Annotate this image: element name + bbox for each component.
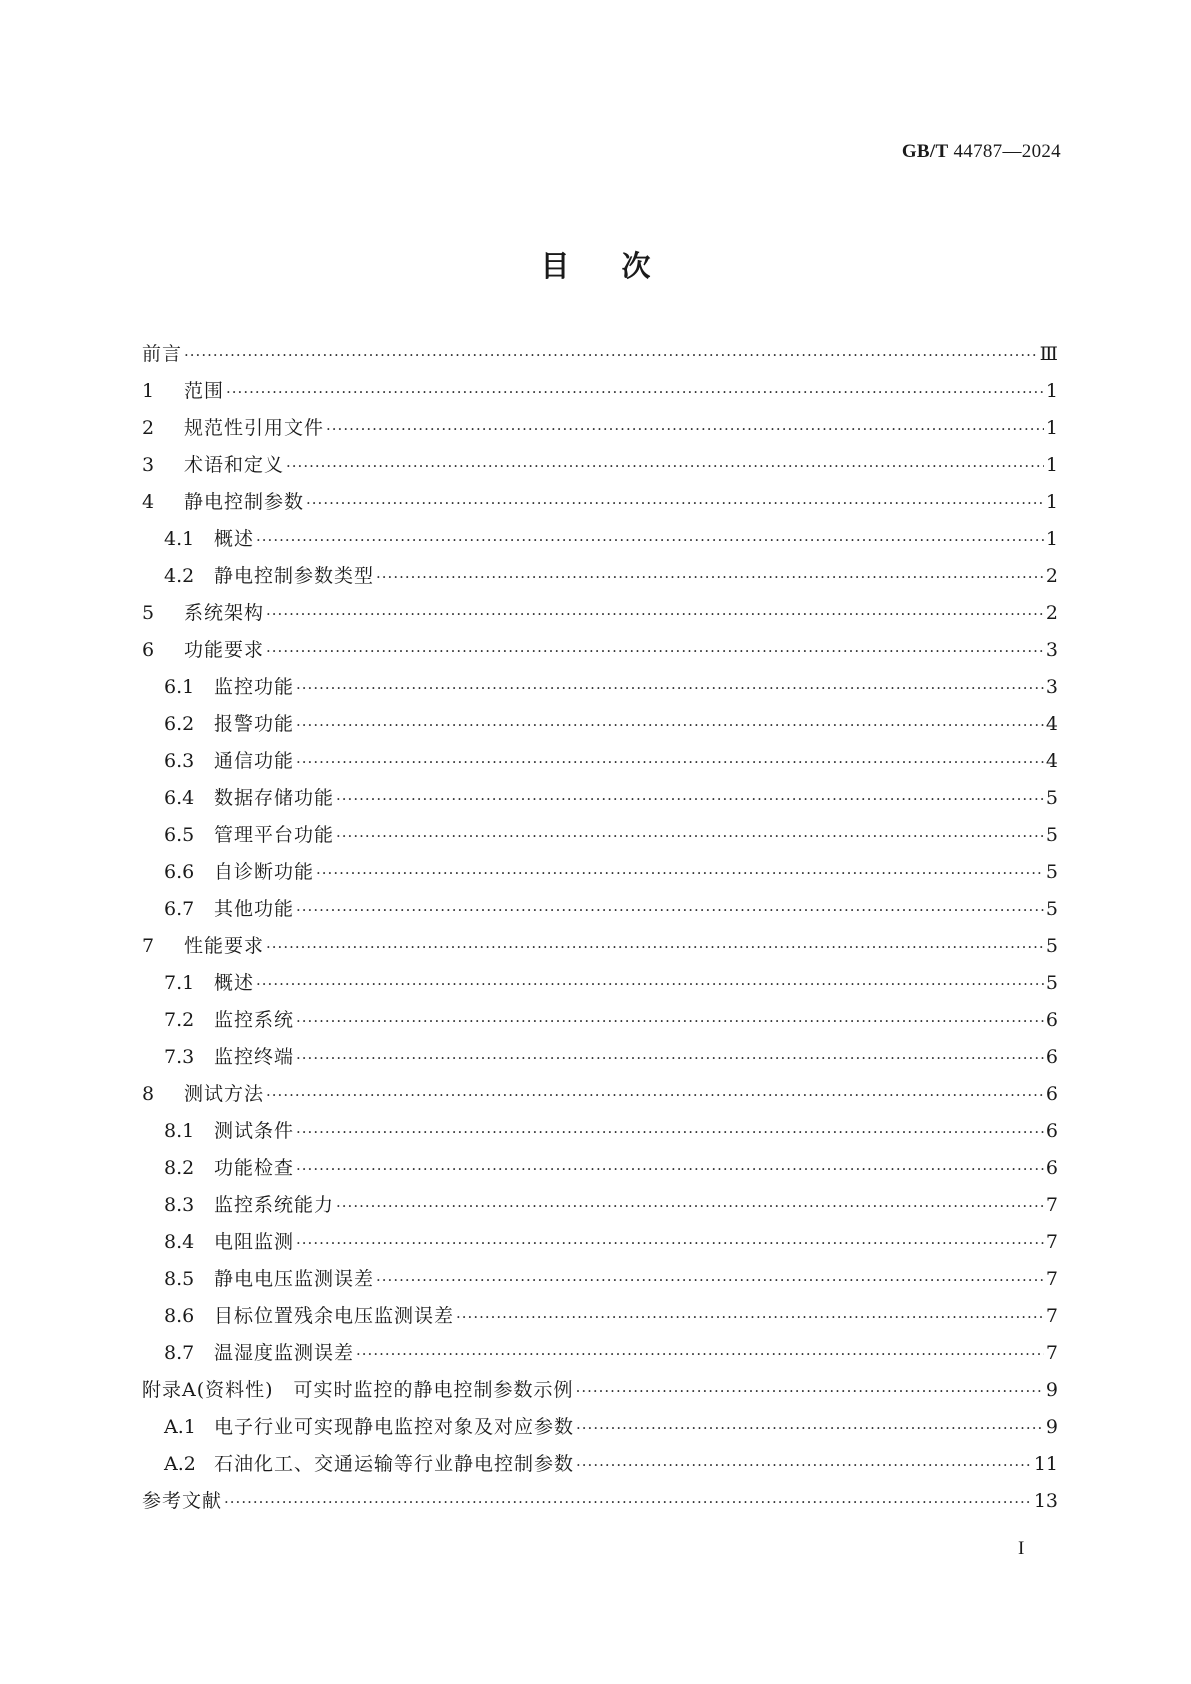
toc-dot-leader	[296, 1123, 1044, 1141]
toc-entry-label: 附录A(资料性) 可实时监控的静电控制参数示例	[142, 1379, 574, 1401]
toc-entry-label: 其他功能	[214, 898, 295, 920]
toc-entry[interactable]	[142, 931, 1058, 968]
toc-entry-number: 4.2	[164, 565, 195, 587]
toc-entry-page: 1	[1045, 491, 1058, 513]
toc-entry[interactable]	[142, 709, 1058, 746]
toc-entry-page: 9	[1045, 1379, 1058, 1401]
toc-entry-label: 规范性引用文件	[184, 417, 325, 439]
toc-entry[interactable]	[142, 1079, 1058, 1116]
toc-entry-number: 6	[142, 639, 155, 661]
toc-entry[interactable]	[142, 339, 1058, 376]
table-of-contents	[142, 339, 1058, 1523]
toc-entry[interactable]	[142, 1190, 1058, 1227]
toc-dot-leader	[316, 864, 1044, 882]
toc-entry-number: 6.3	[164, 750, 195, 772]
toc-dot-leader	[224, 1493, 1032, 1511]
toc-entry[interactable]	[142, 672, 1058, 709]
toc-entry-label: 监控终端	[214, 1046, 295, 1068]
toc-entry-label: 监控系统	[214, 1009, 295, 1031]
toc-entry-page: 6	[1045, 1083, 1058, 1105]
toc-entry-page: 5	[1045, 787, 1058, 809]
toc-entry-label: 范围	[184, 380, 225, 402]
toc-entry[interactable]	[142, 1375, 1058, 1412]
toc-entry[interactable]	[142, 1412, 1058, 1449]
toc-entry-label: 自诊断功能	[214, 861, 315, 883]
toc-dot-leader	[576, 1419, 1044, 1437]
toc-dot-leader	[456, 1308, 1044, 1326]
toc-dot-leader	[376, 568, 1044, 586]
toc-entry-number: 7.1	[164, 972, 195, 994]
toc-entry[interactable]	[142, 820, 1058, 857]
toc-entry-page: 6	[1045, 1120, 1058, 1142]
toc-entry[interactable]	[142, 1486, 1058, 1523]
toc-dot-leader	[266, 605, 1044, 623]
toc-entry-label: 管理平台功能	[214, 824, 335, 846]
toc-entry-label: 系统架构	[184, 602, 265, 624]
toc-dot-leader	[296, 679, 1044, 697]
standard-code	[902, 141, 1061, 163]
toc-entry[interactable]	[142, 783, 1058, 820]
toc-entry-number: 8.1	[164, 1120, 195, 1142]
toc-entry[interactable]	[142, 1116, 1058, 1153]
toc-entry-page: 11	[1033, 1453, 1058, 1475]
toc-entry[interactable]	[142, 1153, 1058, 1190]
toc-entry[interactable]	[142, 1301, 1058, 1338]
toc-entry-page: 4	[1045, 713, 1058, 735]
toc-entry[interactable]	[142, 450, 1058, 487]
toc-entry-label: 功能要求	[184, 639, 265, 661]
toc-dot-leader	[336, 1197, 1044, 1215]
toc-entry-label: 前言	[142, 343, 183, 365]
toc-entry-number: A.2	[164, 1453, 196, 1475]
toc-entry[interactable]	[142, 561, 1058, 598]
toc-entry-page: 7	[1045, 1268, 1058, 1290]
toc-entry-page: 2	[1045, 565, 1058, 587]
toc-entry-label: 电子行业可实现静电监控对象及对应参数	[214, 1416, 575, 1438]
toc-entry-page: 13	[1033, 1490, 1058, 1512]
toc-entry-page: 2	[1045, 602, 1058, 624]
toc-entry-page: 3	[1045, 639, 1058, 661]
toc-dot-leader	[266, 938, 1044, 956]
toc-dot-leader	[356, 1345, 1044, 1363]
toc-entry-label: 功能检查	[214, 1157, 295, 1179]
toc-entry[interactable]	[142, 598, 1058, 635]
toc-entry-page: 5	[1045, 824, 1058, 846]
toc-entry-page: 7	[1045, 1231, 1058, 1253]
toc-entry-page: 3	[1045, 676, 1058, 698]
toc-entry-label: 静电控制参数	[184, 491, 305, 513]
toc-entry-number: 6.7	[164, 898, 195, 920]
toc-entry-number: 6.1	[164, 676, 195, 698]
toc-entry-number: 7.2	[164, 1009, 195, 1031]
standard-prefix: GB/T	[901, 141, 949, 162]
toc-entry-number: 6.4	[164, 787, 195, 809]
toc-entry-number: 8.5	[164, 1268, 195, 1290]
toc-entry-page: 9	[1045, 1416, 1058, 1438]
toc-entry-label: 参考文献	[142, 1490, 223, 1512]
toc-entry-label: 测试条件	[214, 1120, 295, 1142]
toc-dot-leader	[256, 975, 1044, 993]
toc-entry-label: 目标位置残余电压监测误差	[214, 1305, 455, 1327]
toc-dot-leader	[296, 1012, 1044, 1030]
toc-entry-page: 1	[1045, 417, 1058, 439]
toc-entry-page: 1	[1045, 380, 1058, 402]
toc-entry-label: 监控功能	[214, 676, 295, 698]
toc-entry[interactable]	[142, 1264, 1058, 1301]
toc-entry-page: 5	[1045, 972, 1058, 994]
toc-dot-leader	[296, 1160, 1044, 1178]
toc-dot-leader	[266, 642, 1044, 660]
toc-entry-label: 静电控制参数类型	[214, 565, 375, 587]
toc-entry-label: 性能要求	[184, 935, 265, 957]
toc-dot-leader	[226, 383, 1044, 401]
toc-entry[interactable]	[142, 894, 1058, 931]
toc-entry-label: 测试方法	[184, 1083, 265, 1105]
toc-entry-number: 7	[142, 935, 155, 957]
toc-dot-leader	[256, 531, 1044, 549]
toc-dot-leader	[336, 827, 1044, 845]
toc-entry-number: 8	[142, 1083, 155, 1105]
toc-entry-page: 7	[1045, 1305, 1058, 1327]
toc-dot-leader	[576, 1456, 1032, 1474]
toc-dot-leader	[336, 790, 1044, 808]
toc-entry-label: 报警功能	[214, 713, 295, 735]
toc-entry-number: 6.6	[164, 861, 195, 883]
toc-entry[interactable]	[142, 487, 1058, 524]
toc-entry-label: 术语和定义	[184, 454, 285, 476]
toc-dot-leader	[286, 457, 1044, 475]
toc-entry-page: 6	[1045, 1157, 1058, 1179]
toc-entry-number: 8.7	[164, 1342, 195, 1364]
toc-entry-number: 8.6	[164, 1305, 195, 1327]
toc-entry-page: 5	[1045, 861, 1058, 883]
toc-entry-label: 通信功能	[214, 750, 295, 772]
toc-entry-label: 监控系统能力	[214, 1194, 335, 1216]
toc-entry-number: 5	[142, 602, 155, 624]
toc-entry-page: 7	[1045, 1194, 1058, 1216]
toc-entry-label: 概述	[214, 972, 255, 994]
toc-entry-page: Ⅲ	[1039, 343, 1058, 365]
toc-entry[interactable]	[142, 1449, 1058, 1486]
toc-entry-number: 4.1	[164, 528, 195, 550]
toc-entry-page: 4	[1045, 750, 1058, 772]
toc-entry-page: 6	[1045, 1046, 1058, 1068]
toc-entry-page: 1	[1045, 528, 1058, 550]
toc-entry-number: A.1	[164, 1416, 196, 1438]
toc-entry-number: 8.4	[164, 1231, 195, 1253]
toc-entry-label: 石油化工、交通运输等行业静电控制参数	[214, 1453, 575, 1475]
toc-entry-label: 电阻监测	[214, 1231, 295, 1253]
toc-entry[interactable]	[142, 857, 1058, 894]
toc-entry[interactable]	[142, 1042, 1058, 1079]
toc-dot-leader	[576, 1382, 1044, 1400]
toc-dot-leader	[376, 1271, 1044, 1289]
toc-entry-number: 7.3	[164, 1046, 195, 1068]
toc-entry-number: 6.2	[164, 713, 195, 735]
toc-dot-leader	[296, 716, 1044, 734]
toc-entry[interactable]	[142, 1338, 1058, 1375]
toc-dot-leader	[296, 1234, 1044, 1252]
standard-number: 44787—2024	[948, 141, 1061, 162]
toc-entry[interactable]	[142, 524, 1058, 561]
toc-entry-page: 6	[1045, 1009, 1058, 1031]
toc-dot-leader	[326, 420, 1044, 438]
toc-entry-page: 7	[1045, 1342, 1058, 1364]
toc-entry[interactable]	[142, 968, 1058, 1005]
toc-entry-label: 静电电压监测误差	[214, 1268, 375, 1290]
page-number: I	[1018, 1538, 1025, 1559]
toc-entry-number: 4	[142, 491, 155, 513]
toc-entry-page: 5	[1045, 898, 1058, 920]
toc-entry-number: 1	[142, 380, 155, 402]
toc-dot-leader	[296, 1049, 1044, 1067]
toc-entry[interactable]	[142, 413, 1058, 450]
toc-entry-number: 6.5	[164, 824, 195, 846]
toc-dot-leader	[296, 753, 1044, 771]
toc-entry-number: 8.3	[164, 1194, 195, 1216]
toc-dot-leader	[296, 901, 1044, 919]
toc-entry[interactable]	[142, 1005, 1058, 1042]
toc-entry-number: 3	[142, 454, 155, 476]
toc-entry-page: 1	[1045, 454, 1058, 476]
toc-entry-label: 概述	[214, 528, 255, 550]
toc-entry-number: 8.2	[164, 1157, 195, 1179]
toc-dot-leader	[306, 494, 1044, 512]
toc-entry[interactable]	[142, 746, 1058, 783]
toc-dot-leader	[266, 1086, 1044, 1104]
toc-entry[interactable]	[142, 1227, 1058, 1264]
toc-entry-label: 温湿度监测误差	[214, 1342, 355, 1364]
toc-entry[interactable]	[142, 635, 1058, 672]
toc-dot-leader	[184, 346, 1038, 364]
page-title: 目次	[540, 249, 703, 283]
toc-entry[interactable]	[142, 376, 1058, 413]
toc-entry-page: 5	[1045, 935, 1058, 957]
toc-entry-number: 2	[142, 417, 155, 439]
toc-entry-label: 数据存储功能	[214, 787, 335, 809]
